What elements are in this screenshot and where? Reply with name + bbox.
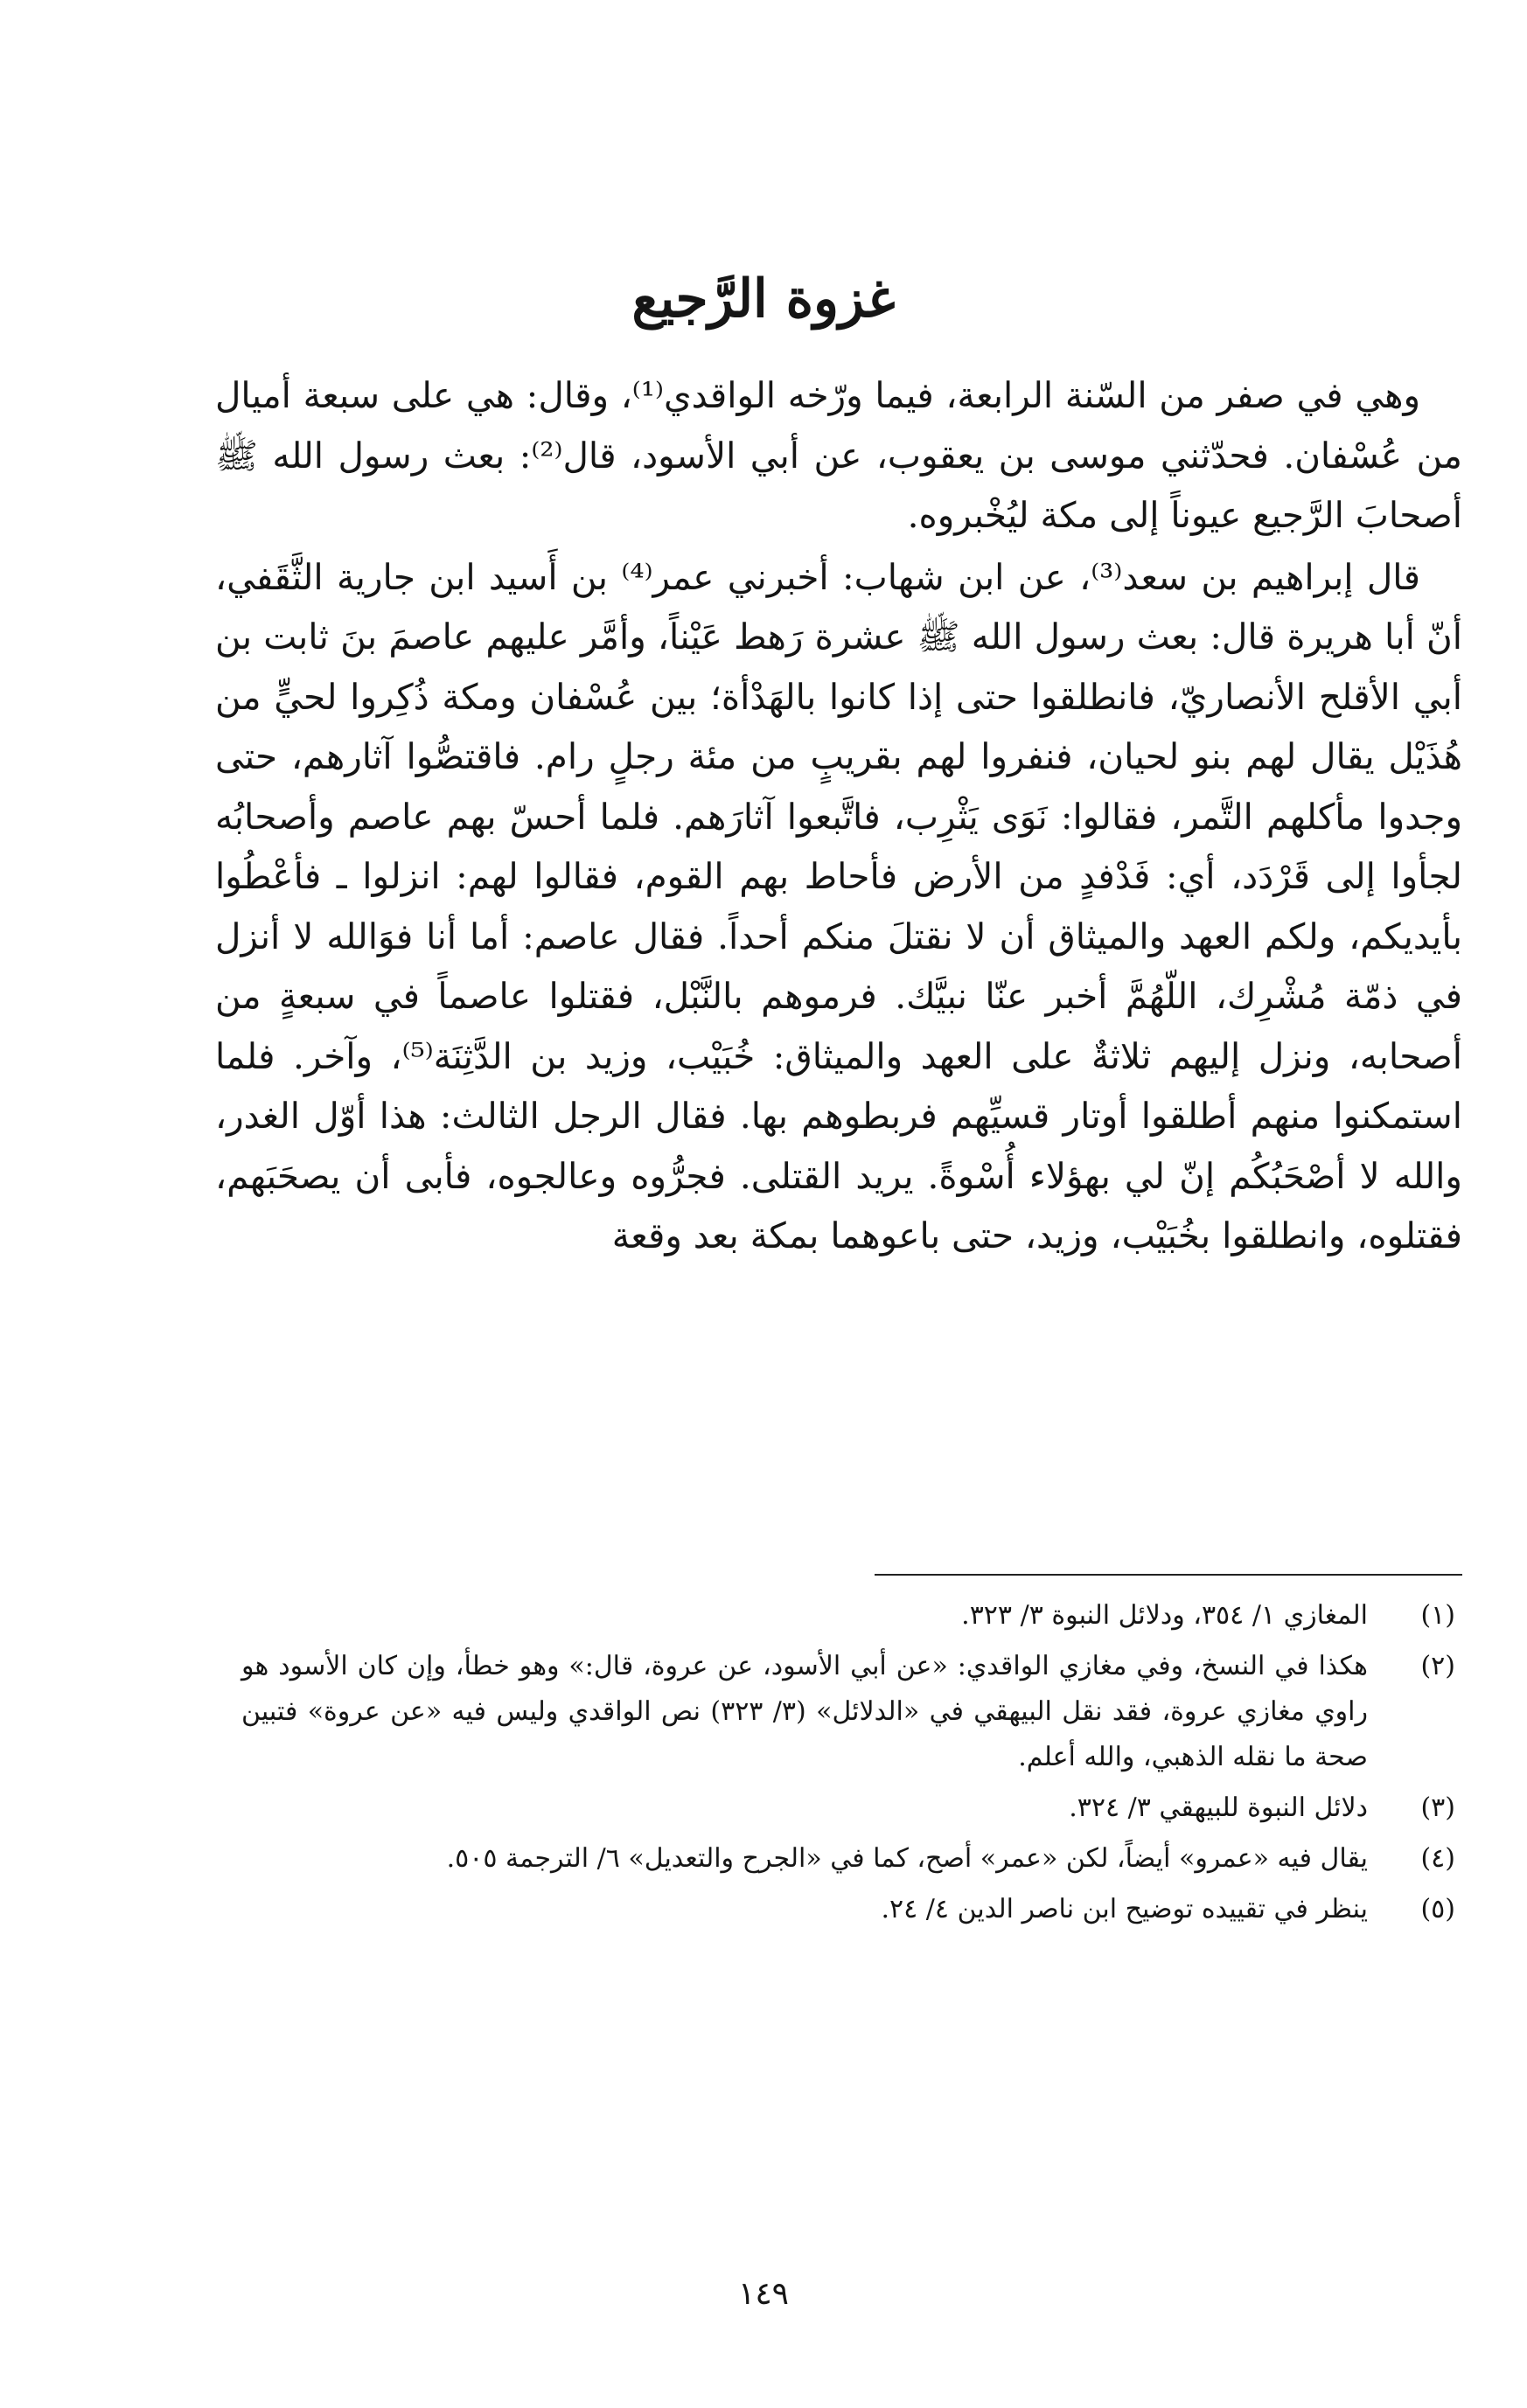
footnote-3 bbox=[215, 1785, 1462, 1831]
main-text bbox=[215, 365, 1462, 1266]
footnote-number: (٣) bbox=[1420, 1792, 1455, 1823]
paragraph-2: قال إبراهيم بن سعد⁽³⁾، عن ابن شهاب: أخبرني عمر⁽⁴⁾ بن أَسيد ابن جارية الثَّقَفي، أنّ أبا هريرة قال: بعث رسول الله ﷺ عشرة رَهط عَيْناً، وأمَّر عليهم عاصمَ بنَ ثابت بن أبي الأقلح الأنصاريّ، فانطلقوا حتى إذا كانوا بالهَدْأة؛ بين عُسْفان ومكة ذُكِروا لحيٍّ من هُذَيْل يقال لهم بنو لحيان، فنفروا لهم بقريبٍ من مئة رجلٍ رام. فاقتصُّوا آثارهم، حتى وجدوا مأكلهم التَّمر، فقالوا: نَوَى يَثْرِب، فاتَّبعوا آثارَهم. فلما أحسّ بهم عاصم وأصحابُه لجأوا إلى قَرْدَد، أي: فَدْفدٍ من الأرض فأحاط بهم القوم، فقالوا لهم: انزلوا ـ فأعْطُوا بأيديكم، ولكم العهد والميثاق أن لا نقتلَ منكم أحداً. فقال عاصم: أما أنا فوَالله لا أنزل في ذمّة مُشْرِك، اللّهُمَّ أخبر عنّا نبيَّك. فرموهم بالنَّبْل، فقتلوا عاصماً في سبعةٍ من أصحابه، ونزل إليهم ثلاثةٌ على العهد والميثاق: خُبَيْب، وزيد بن الدَّثِنَة⁽⁵⁾، وآخر. فلما استمكنوا منهم أطلقوا أوتار قسيِّهم فربطوهم بها. فقال الرجل الثالث: هذا أوّل الغدر، والله لا أصْحَبُكُم إنّ لي بهؤلاء أُسْوةً. يريد القتلى. فجرُّوه وعالجوه، فأبى أن يصحَبَهم، فقتلوه، وانطلقوا بخُبَيْب، وزيد، حتى باعوهما بمكة بعد وقعة bbox=[215, 555, 1462, 1256]
footnote-text: المغازي ١/ ٣٥٤، ودلائل النبوة ٣/ ٣٢٣. bbox=[961, 1600, 1368, 1631]
footnote-number: (٤) bbox=[1420, 1843, 1455, 1874]
footnote-2 bbox=[215, 1644, 1462, 1780]
footnote-5 bbox=[215, 1887, 1462, 1932]
footnote-text: دلائل النبوة للبيهقي ٣/ ٣٢٤. bbox=[1069, 1792, 1368, 1823]
footnote-number: (٥) bbox=[1420, 1894, 1455, 1924]
footnote-number: (١) bbox=[1420, 1600, 1455, 1631]
footnote-text: ينظر في تقييده توضيح ابن ناصر الدين ٤/ ٢٤. bbox=[881, 1894, 1368, 1924]
page-number: ١٤٩ bbox=[737, 2276, 789, 2312]
footnote-divider bbox=[875, 1574, 1462, 1576]
footnote-4 bbox=[215, 1836, 1462, 1882]
footnote-1 bbox=[215, 1593, 1462, 1639]
footnotes bbox=[215, 1593, 1462, 1938]
paragraph-1: وهي في صفر من السّنة الرابعة، فيما ورّخه الواقدي⁽¹⁾، وقال: هي على سبعة أميال من عُسْفان. فحدّثني موسى بن يعقوب، عن أبي الأسود، قال⁽²⁾: بعث رسول الله ﷺ أصحابَ الرَّجيع عيوناً إلى مكة ليُخْبروه. bbox=[215, 374, 1462, 536]
footnote-number: (٢) bbox=[1420, 1651, 1455, 1681]
chapter-title: غزوة الرَّجيع bbox=[631, 268, 896, 331]
footnote-text: هكذا في النسخ، وفي مغازي الواقدي: «عن أبي الأسود، عن عروة، قال:» وهو خطأ، وإن كان الأسود هو راوي مغازي عروة، فقد نقل البيهقي في «الدلائل» (٣/ ٣٢٣) نص الواقدي وليس فيه «عن عروة» فتبين صحة ما نقله الذهبي، والله أعلم. bbox=[241, 1651, 1368, 1772]
footnote-text: يقال فيه «عمرو» أيضاً، لكن «عمر» أصح، كما في «الجرح والتعديل» ٦/ الترجمة ٥٠٥. bbox=[446, 1843, 1368, 1874]
